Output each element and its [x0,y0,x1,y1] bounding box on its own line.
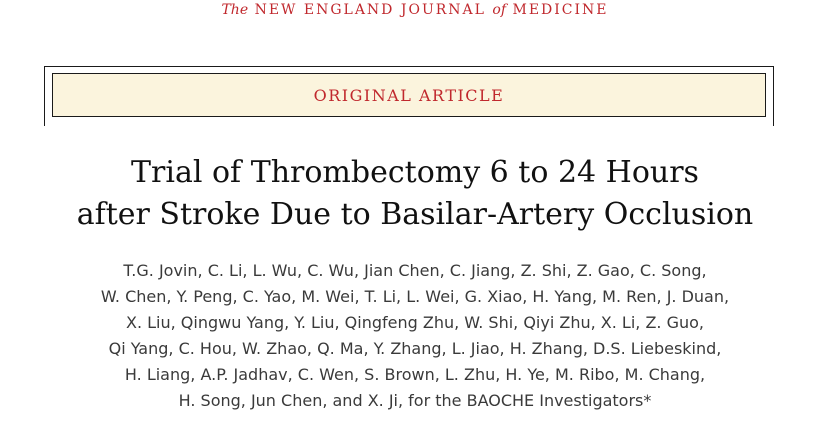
masthead-name-part2: MEDICINE [512,2,609,18]
author-line: H. Liang, A.P. Jadhav, C. Wen, S. Brown, L. Zhu, H. Ye, M. Ribo, M. Chang, [124,365,706,384]
section-frame [44,66,774,126]
section-banner [52,73,766,117]
masthead-name-part1: NEW ENGLAND JOURNAL [254,2,486,18]
author-line: T.G. Jovin, C. Li, L. Wu, C. Wu, Jian Chen, C. Jiang, Z. Shi, Z. Gao, C. Song, [123,261,707,280]
article-title [0,152,830,236]
author-line: Qi Yang, C. Hou, W. Zhao, Q. Ma, Y. Zhang, L. Jiao, H. Zhang, D.S. Liebeskind, [108,339,722,358]
title-line: Trial of Thrombectomy 6 to 24 Hours [131,155,699,190]
author-list [0,258,830,414]
title-line: after Stroke Due to Basilar-Artery Occlusion [76,197,754,232]
masthead-the: The [221,2,249,18]
journal-masthead [0,2,830,18]
author-line: H. Song, Jun Chen, and X. Ji, for the BAOCHE Investigators* [178,391,652,410]
masthead-of: of [492,2,507,18]
section-label: ORIGINAL ARTICLE [313,85,505,105]
author-line: X. Liu, Qingwu Yang, Y. Liu, Qingfeng Zhu, W. Shi, Qiyi Zhu, X. Li, Z. Guo, [125,313,704,332]
author-line: W. Chen, Y. Peng, C. Yao, M. Wei, T. Li, L. Wei, G. Xiao, H. Yang, M. Ren, J. Duan, [100,287,730,306]
